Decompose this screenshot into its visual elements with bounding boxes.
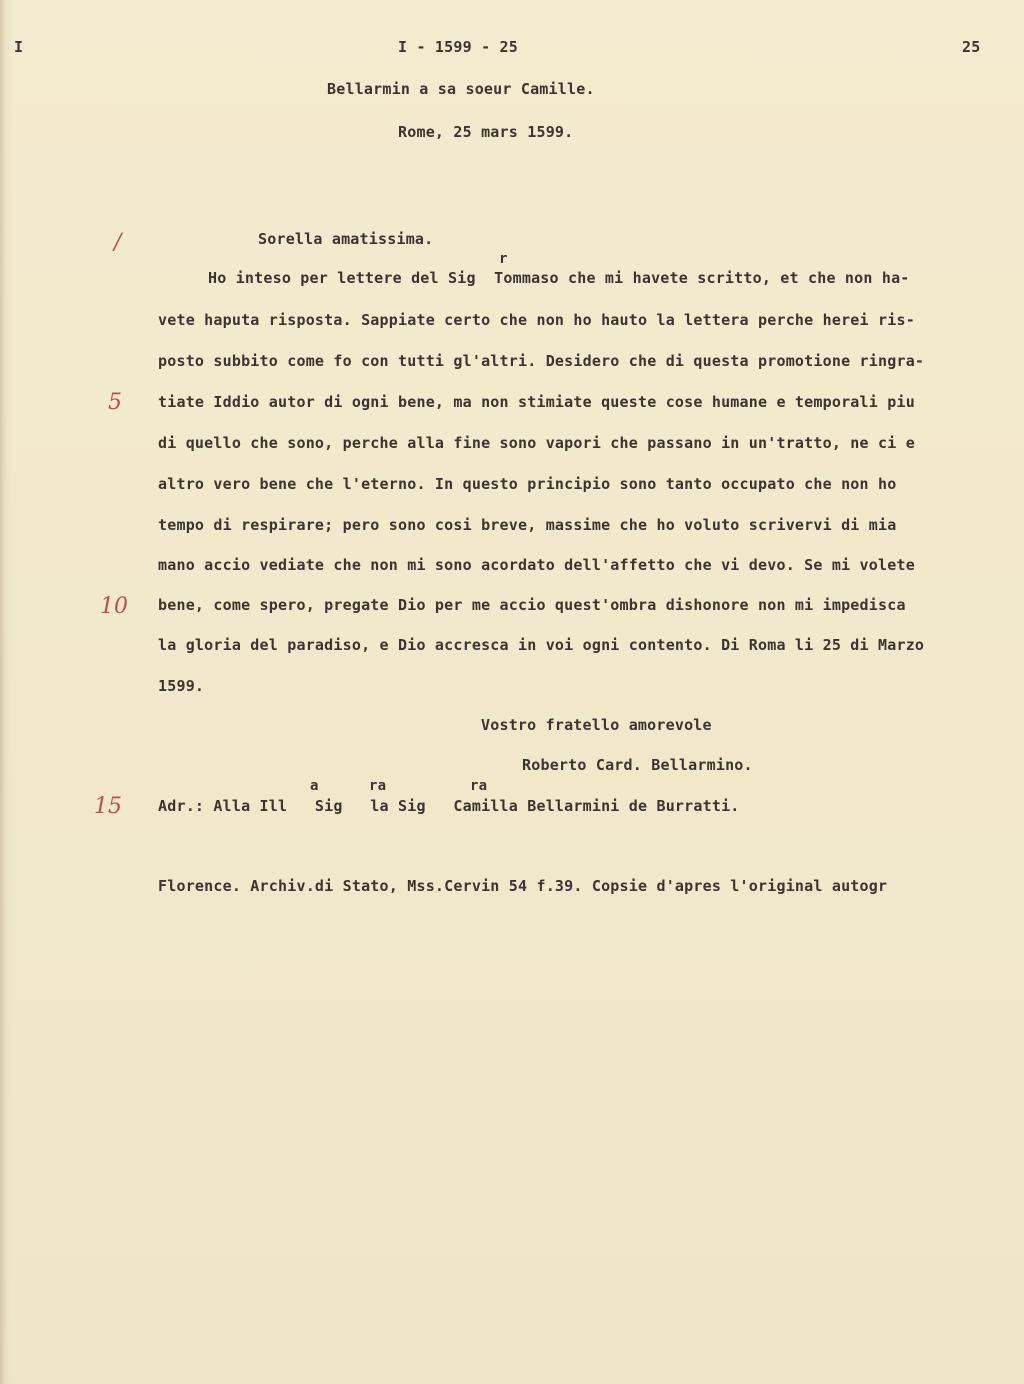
page-number: 25 — [962, 38, 981, 56]
document-reference: I - 1599 - 25 — [398, 38, 518, 56]
place-date: Rome, 25 mars 1599. — [398, 123, 574, 141]
body-line-11: 1599. — [158, 677, 205, 695]
binding-shadow — [0, 0, 6, 1384]
margin-number-1: / — [114, 230, 122, 255]
body-line-10: la gloria del paradiso, e Dio accresca in voi ogni contento. Di Roma li 25 di Marzo — [158, 636, 925, 654]
body-line-4: tiate Iddio autor di ogni bene, ma non stimiate queste cose humane e temporali piu — [158, 393, 915, 411]
address-superscript-1: a — [310, 778, 319, 794]
body-line-2: vete haputa risposta. Sappiate certo che non ho hauto la lettera perche herei ris- — [158, 311, 915, 329]
letter-title: Bellarmin a sa soeur Camille. — [327, 80, 595, 98]
address-superscript-3: ra — [470, 778, 488, 794]
superscript-sig: r — [499, 251, 508, 267]
body-line-5: di quello che sono, perche alla fine sono vapori che passano in un'tratto, ne ci e — [158, 434, 915, 452]
body-line-6: altro vero bene che l'eterno. In questo principio sono tanto occupato che non ho — [158, 475, 897, 493]
body-line-7: tempo di respirare; pero sono cosi breve, massime che ho voluto scrivervi di mia — [158, 516, 897, 534]
address-superscript-2: ra — [369, 778, 387, 794]
signature: Roberto Card. Bellarmino. — [522, 756, 753, 774]
source-citation: Florence. Archiv.di Stato, Mss.Cervin 54 f.39. Copsie d'apres l'original autogr — [158, 877, 888, 895]
closing: Vostro fratello amorevole — [481, 716, 712, 734]
body-line-9: bene, come spero, pregate Dio per me accio quest'ombra dishonore non mi impedisca — [158, 596, 906, 614]
body-line-3: posto subbito come fo con tutti gl'altri. Desidero che di questa promotione ringra- — [158, 352, 925, 370]
margin-number-5: 5 — [108, 390, 122, 415]
margin-number-15: 15 — [94, 794, 122, 819]
volume-mark: I — [14, 38, 24, 56]
body-line-1: Ho inteso per lettere del Sig Tommaso che mi havete scritto, et che non ha- — [208, 269, 910, 287]
address-line: Adr.: Alla Ill Sig la Sig Camilla Bellarmini de Burratti. — [158, 797, 740, 815]
margin-number-10: 10 — [100, 594, 128, 619]
salutation: Sorella amatissima. — [258, 230, 434, 248]
body-line-8: mano accio vediate che non mi sono acordato dell'affetto che vi devo. Se mi volete — [158, 556, 915, 574]
